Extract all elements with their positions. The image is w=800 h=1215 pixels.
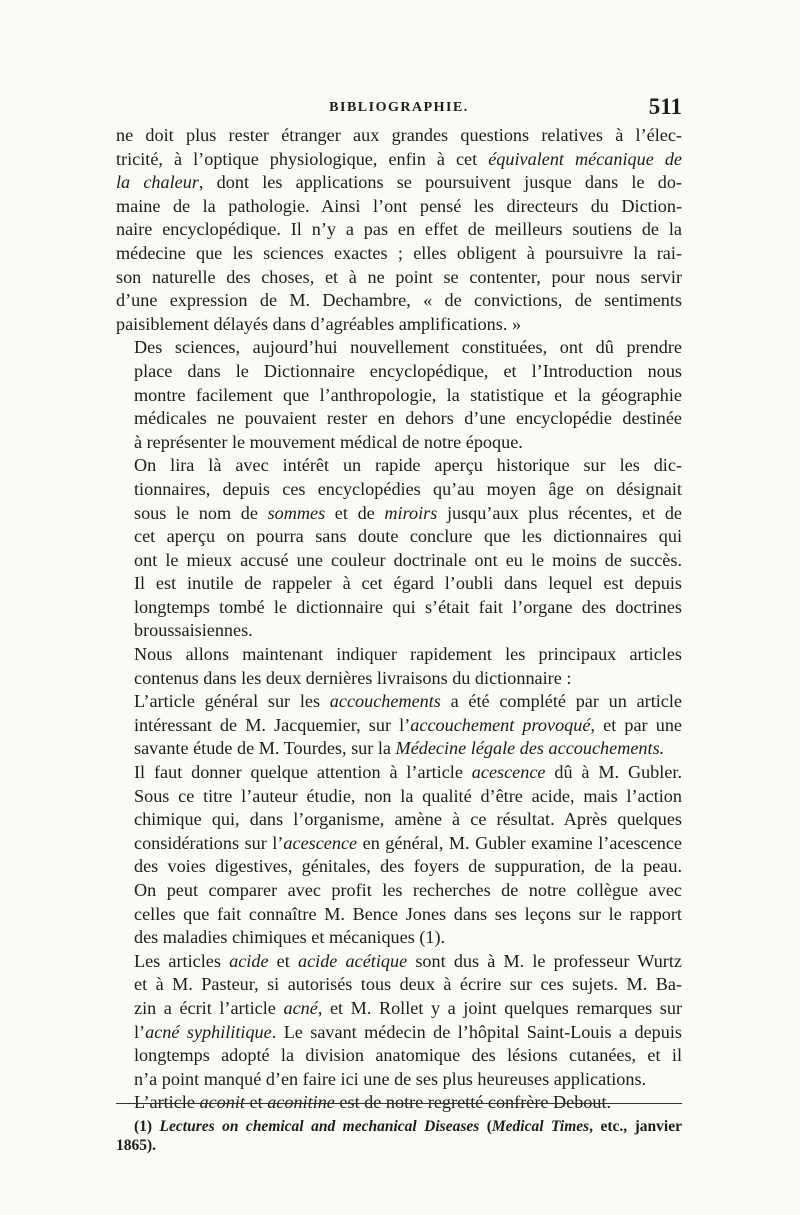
italic-text: sommes — [267, 502, 326, 523]
text-span: d’une expression de M. Dechambre, « de convictions, de sentiments — [116, 290, 682, 311]
footnote-italic: Medical Times — [491, 1118, 590, 1135]
paragraph — [116, 643, 682, 690]
text-span: et à M. Pasteur, si autorisés tous deux à écrire sur ces sujets. M. Ba- — [134, 974, 682, 995]
text-line — [116, 242, 682, 266]
italic-text: acescence — [283, 832, 358, 853]
text-line — [116, 667, 682, 691]
paragraph — [116, 454, 682, 643]
text-span: paisiblement délayés dans d’agréables amplifications. » — [116, 313, 522, 334]
text-span: l’ — [134, 1021, 146, 1042]
text-span: longtemps tombé le dictionnaire qui s’était fait l’organe des doctrines — [134, 596, 682, 617]
text-span: chimique qui, dans l’organisme, amène à ce résultat. Après quelques — [134, 809, 682, 830]
text-span: a été complété par un article — [440, 691, 683, 712]
text-span: des voies digestives, génitales, des foyers de suppuration, de la peau. — [134, 856, 682, 877]
text-line — [116, 407, 682, 431]
text-span: ont le mieux accusé une couleur doctrinale ont eu le moins de succès. — [134, 549, 682, 570]
text-span: à représenter le mouvement médical de notre époque. — [134, 431, 523, 452]
paragraph — [116, 124, 682, 336]
italic-text: acné — [283, 997, 318, 1018]
text-line — [116, 148, 682, 172]
footnote-italic: Lectures on chemical and mechanical Diseases — [159, 1118, 480, 1135]
italic-text: accouchements — [329, 691, 441, 712]
text-span: cet aperçu on pourra sans doute conclure que les dictionnaires qui — [134, 526, 682, 547]
text-span: longtemps adopté la division anatomique des lésions cutanées, et il — [134, 1045, 682, 1066]
text-line — [116, 218, 682, 242]
text-span: intéressant de M. Jacquemier, sur l’ — [134, 714, 411, 735]
running-title: BIBLIOGRAPHIE. — [329, 100, 469, 115]
text-line — [116, 360, 682, 384]
footnote-rule — [116, 1103, 682, 1104]
paragraph — [116, 761, 682, 950]
text-span: des maladies chimiques et mécaniques (1). — [134, 927, 446, 948]
italic-text: la chaleur — [116, 172, 199, 193]
page-number: 511 — [648, 94, 682, 119]
text-line — [116, 454, 682, 478]
text-line — [116, 124, 682, 148]
text-line — [116, 1044, 682, 1068]
text-span: , dont les applications se poursuivent jusque dans le do- — [198, 172, 682, 193]
text-line — [116, 266, 682, 290]
text-line — [116, 502, 682, 526]
text-span: L’article — [134, 1092, 200, 1113]
text-span: Les articles — [134, 950, 230, 971]
text-span: Il est inutile de rappeler à cet égard l’oubli dans lequel est depuis — [134, 573, 682, 594]
italic-text: acide — [229, 950, 269, 971]
text-span: sont dus à M. le professeur Wurtz — [407, 950, 682, 971]
paragraph — [116, 950, 682, 1092]
text-line — [116, 336, 682, 360]
text-span: Il faut donner quelque attention à l’article — [134, 762, 472, 783]
text-span: médecine que les sciences exactes ; elles obligent à poursuivre la rai- — [116, 242, 682, 263]
text-line — [116, 289, 682, 313]
text-line — [116, 903, 682, 927]
italic-text: accouchement provoqué — [410, 714, 591, 735]
text-span: . Le savant médecin de l’hôpital Saint-Louis a depuis — [271, 1021, 682, 1042]
text-span: médicales ne pouvaient rester en dehors d’une encyclopédie destinée — [134, 408, 682, 429]
text-line — [116, 596, 682, 620]
text-span: naire encyclopédique. Il n’y a pas en effet de meilleurs soutiens de la — [116, 219, 682, 240]
text-span: On peut comparer avec profit les recherches de notre collègue avec — [134, 880, 682, 900]
text-span: , et M. Rollet y a joint quelques remarques sur — [317, 997, 682, 1018]
text-line — [116, 1021, 682, 1045]
text-span: Des sciences, aujourd’hui nouvellement constituées, ont dû prendre — [134, 337, 682, 358]
page-header — [116, 96, 682, 124]
text-span: L’article général sur les — [134, 691, 330, 712]
text-span: broussaisiennes. — [134, 620, 253, 641]
text-span: maine de la pathologie. Ainsi l’ont pensé les directeurs du Diction- — [116, 195, 682, 216]
text-line — [116, 997, 682, 1021]
text-span: et de — [325, 502, 385, 523]
text-line — [116, 761, 682, 785]
text-line — [116, 737, 682, 761]
text-span: dû à M. Gubler. — [545, 762, 682, 783]
text-span: ne doit plus rester étranger aux grandes questions relatives à l’élec- — [116, 125, 682, 145]
italic-text: aconit — [199, 1092, 245, 1113]
text-line — [116, 643, 682, 667]
italic-text: miroirs — [384, 502, 438, 523]
paragraph — [116, 690, 682, 761]
text-line — [116, 1068, 682, 1092]
text-span: en général, M. Gubler examine l’acescence — [357, 832, 683, 853]
text-span: et — [244, 1092, 268, 1113]
italic-text: aconitine — [267, 1092, 335, 1113]
italic-text: Médecine légale des accouchements. — [395, 738, 665, 759]
text-line — [116, 525, 682, 549]
text-span: Sous ce titre l’auteur étudie, non la qualité d’être acide, mais l’action — [134, 785, 682, 806]
text-line — [116, 950, 682, 974]
text-span: est de notre regretté confrère Debout. — [334, 1092, 612, 1113]
text-line — [116, 879, 682, 903]
text-line — [116, 195, 682, 219]
paragraph — [116, 336, 682, 454]
text-line — [116, 171, 682, 195]
text-span: savante étude de M. Tourdes, sur la — [134, 738, 396, 759]
text-span: son naturelle des choses, et à ne point se contenter, pour nous servir — [116, 266, 682, 287]
footnote-text: , etc., janvier 1865). — [116, 1118, 682, 1154]
text-span: , et par une — [590, 714, 682, 735]
text-line — [116, 808, 682, 832]
text-line — [116, 926, 682, 950]
footnote-text: (1) — [134, 1118, 160, 1135]
text-line — [116, 690, 682, 714]
text-span: celles que fait connaître M. Bence Jones dans ses leçons sur le rapport — [134, 903, 682, 924]
text-line — [116, 431, 682, 455]
text-line — [116, 619, 682, 643]
text-span: place dans le Dictionnaire encyclopédique, et l’Introduction nous — [134, 360, 682, 381]
text-line — [116, 572, 682, 596]
italic-text: acné syphilitique — [145, 1021, 272, 1042]
footnote — [116, 1117, 682, 1155]
text-line — [116, 973, 682, 997]
text-line — [116, 478, 682, 502]
text-span: et — [268, 950, 298, 971]
italic-text: acide acétique — [297, 950, 408, 971]
text-span: tionnaires, depuis ces encyclopédies qu’au moyen âge on désignait — [134, 478, 682, 499]
text-line — [116, 832, 682, 856]
text-span: montre facilement que l’anthropologie, la statistique et la géographie — [134, 384, 682, 405]
text-span: n’a point manqué d’en faire ici une de ses plus heureuses applications. — [134, 1068, 647, 1089]
text-span: jusqu’aux plus récentes, et de — [437, 502, 682, 523]
text-span: sous le nom de — [134, 502, 268, 523]
text-span: tricité, à l’optique physiologique, enfin à cet — [116, 148, 489, 169]
text-span: On lira là avec intérêt un rapide aperçu historique sur les dic- — [134, 455, 682, 476]
italic-text: acescence — [471, 762, 546, 783]
text-line — [116, 714, 682, 738]
text-span: Nous allons maintenant indiquer rapidement les principaux articles — [134, 644, 682, 665]
text-line — [116, 855, 682, 879]
footnote-text: ( — [479, 1118, 492, 1135]
body-text — [116, 124, 682, 1115]
text-span: zin a écrit l’article — [134, 997, 284, 1018]
text-line — [116, 549, 682, 573]
text-span: contenus dans les deux dernières livraisons du dictionnaire : — [134, 667, 572, 688]
text-line — [116, 785, 682, 809]
text-line — [116, 384, 682, 408]
italic-text: équivalent mécanique de — [488, 148, 682, 169]
text-span: considérations sur l’ — [134, 832, 284, 853]
text-line — [116, 313, 682, 337]
